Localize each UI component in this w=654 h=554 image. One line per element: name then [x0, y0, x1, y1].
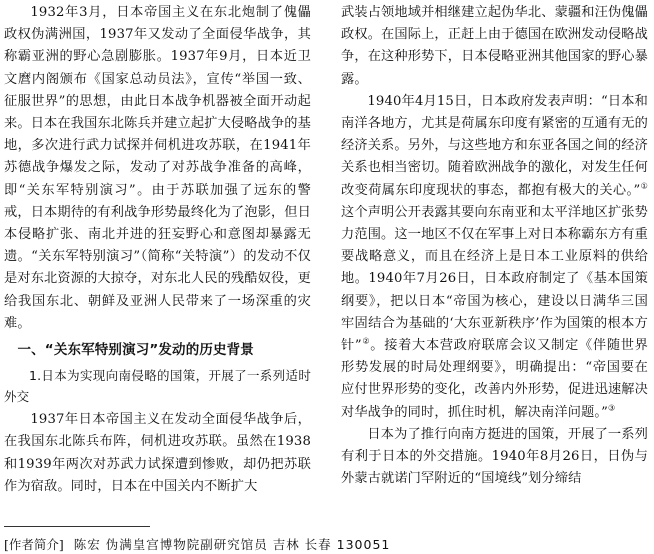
body-paragraph: 1937年日本帝国主义在发动全面侵华战争后，在我国东北陈兵布阵，伺机进攻苏联。虽然在1938和1939年两次对苏武力试探遭到惨败，却仍把苏联作为宿敌。同时，日本在中国关内不断扩大: [4, 412, 311, 494]
author-note: [4, 535, 390, 553]
declaration-text: 1940年4月15日，日本政府发表声明：“日本和南洋各地方，尤其是荷属东印度有紧密的互通有无的经济关系。另外，与这些地方和东亚各国之间的经济关系也相当密切。随着欧洲战争的激化，对发生任何改变荷属东印度现状的事态，都抱有极大的关心。”: [341, 93, 648, 198]
continued-paragraph: 武装占领地域并相继建立起伪华北、蒙疆和汪伪傀儡政权。在国际上，正赶上由于德国在欧洲发动侵略战争，在这种形势下，日本侵略亚洲其他国家的野心暴露。: [341, 5, 648, 87]
diplomacy-paragraph: 日本为了推行向南方挺进的国策，开展了一系列有利于日本的外交措施。1940年8月26日，日伪与外蒙古就诺门罕附近的“国境线”划分缔结: [341, 426, 648, 487]
left-column: [4, 2, 311, 498]
footnote-divider: [4, 526, 150, 527]
subsection-heading: 1.日本为实现向南侵略的国策，开展了一系列适时外交: [4, 368, 311, 405]
author-label: [作者简介]: [4, 537, 64, 552]
declaration-text-cont: 这个声明公开表露其要向东南亚和太平洋地区扩张势力范围。这一地区不仅在军事上对日本称霸东方有重要战略意义，而且在经济上是日本工业原料的供给地。1940年7月26日，日本政府制定了《基本国策纲要》，把以日本“帝国为核心，建设以日满华三国牢固结合为基础的‘大东亚新秩序’作为国策的根本方针”: [341, 204, 648, 354]
intro-paragraph: 1932年3月，日本帝国主义在东北炮制了傀儡政权伪满洲国，1937年又发动了全面侵华战争，其称霸亚洲的野心急剧膨胀。1937年9月，日本近卫文麿内阁颁布《国家总动员法》，宣传“举国一致、征服世界”的思想，由此日本战争机器被全面开动起来。日本在我国东北陈兵并建立起扩大侵略战争的基地，多次进行武力试探并伺机进攻苏联，在1941年苏德战争爆发之际，发动了对苏战争准备的高峰，即“关东军特别演习”。由于苏联加强了远东的警戒，日本期待的有利战争形势最终化为了泡影，但日本侵略扩张、南北并进的狂妄野心和意图却暴露无遗。“关东军特别演习”（简称“关特演”）的发动不仅是对东北资源的大掠夺，对东北人民的残酷奴役，更给我国东北、朝鲜及亚洲人民带来了一场深重的灾难。: [4, 5, 311, 331]
footnote-ref-1: ①: [640, 181, 649, 191]
footnote-ref-2: ②: [361, 336, 371, 346]
footnote-ref-3: ③: [608, 403, 616, 413]
section-heading: 一、“关东军特别演习”发动的历史背景: [17, 342, 254, 359]
declaration-paragraph: [341, 91, 648, 424]
declaration-text-end: 。接着大本营政府联席会议又制定《伴随世界形势发展的时局处理纲要》，明确提出：“帝国要在应付世界形势的变化，改善内外形势，促进迅速解决对华战争的同时，抓住时机，解决南洋问题。”: [341, 338, 649, 420]
right-column: [341, 2, 648, 490]
author-info: 陈宏 伪满皇宫博物院副研究馆员 吉林 长春 130051: [73, 537, 391, 552]
